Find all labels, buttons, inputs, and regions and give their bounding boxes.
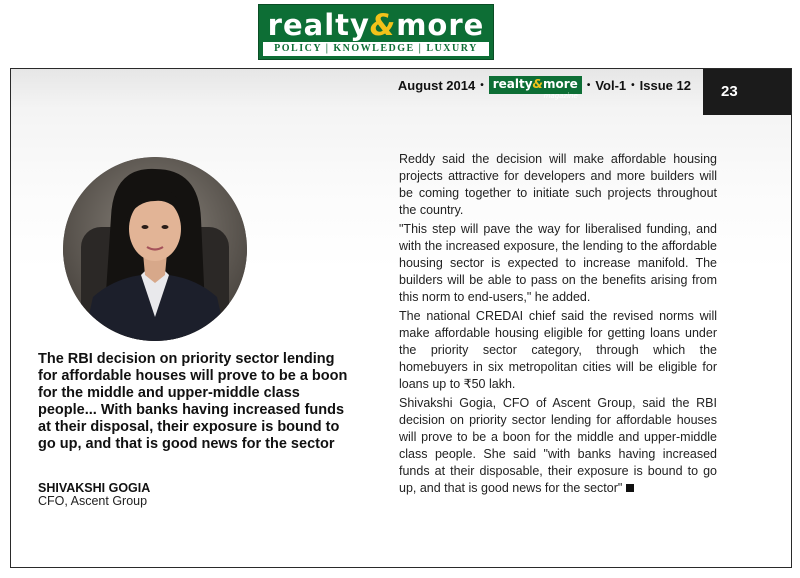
logo-word-more: more: [396, 8, 485, 42]
header-mini-logo: [489, 76, 582, 100]
logo-wordmark: [259, 9, 493, 41]
masthead-logo: [258, 4, 494, 60]
end-of-article-mark: [626, 484, 634, 492]
logo-ampersand: &: [369, 8, 397, 42]
article-paragraph-last: [399, 395, 717, 497]
mini-logo-realty: realty: [492, 77, 533, 91]
portrait-photo: [63, 157, 247, 341]
issue-date: August 2014: [397, 77, 476, 93]
logo-word-realty: realty: [267, 8, 370, 42]
magazine-page: [10, 68, 792, 568]
pull-quote: The RBI decision on priority sector lending for affordable houses will prove to be a boon for the middle and upper-middle class people... With banks having increased funds at their disposal, their exposure is bound to go up, and that is good news for the sector: [38, 351, 348, 452]
portrait-illustration: [63, 157, 247, 341]
mini-logo-ampersand: &: [532, 77, 543, 91]
mini-logo-more: more: [543, 77, 578, 91]
article-paragraph-text: Shivakshi Gogia, CFO of Ascent Group, said the RBI decision on priority sector lending for affordable houses will prove to be a boon for the middle and upper-middle class people. She said "with banks having increased funds at their disposable, their exposure is bound to go up, and that is good news for the sector": [399, 396, 717, 495]
running-header: [397, 75, 691, 100]
header-separator: •: [586, 79, 591, 91]
mini-logo-sub: magazine: [543, 92, 578, 100]
article-paragraph: The national CREDAI chief said the revised norms will make affordable housing eligible for getting loans under the priority sector category, through which the homebuyers in six metropolitan cities will be eligible for loans up to ₹50 lakh.: [399, 309, 717, 391]
quote-author-title: CFO, Ascent Group: [38, 494, 148, 508]
article-body: [399, 151, 717, 499]
header-separator: •: [480, 79, 484, 91]
page-number: 23: [703, 69, 791, 115]
logo-tagline: POLICY | KNOWLEDGE | LUXURY: [263, 42, 489, 56]
quote-author-name: SHIVAKSHI GOGIA: [38, 481, 151, 495]
header-separator: •: [631, 79, 635, 91]
article-paragraph: Reddy said the decision will make affordable housing projects attractive for developers and more builders will be coming together to initiate such projects throughout the country.: [399, 152, 717, 217]
issue-label: Issue 12: [639, 77, 691, 93]
volume-label: Vol-1: [595, 77, 627, 93]
article-paragraph: "This step will pave the way for liberalised funding, and with the increased exposure, the lending to the affordable housing sector is expected to increase manifold. The builders will be able to pass on the benefits arising from this norm to end-users," he added.: [399, 222, 717, 304]
